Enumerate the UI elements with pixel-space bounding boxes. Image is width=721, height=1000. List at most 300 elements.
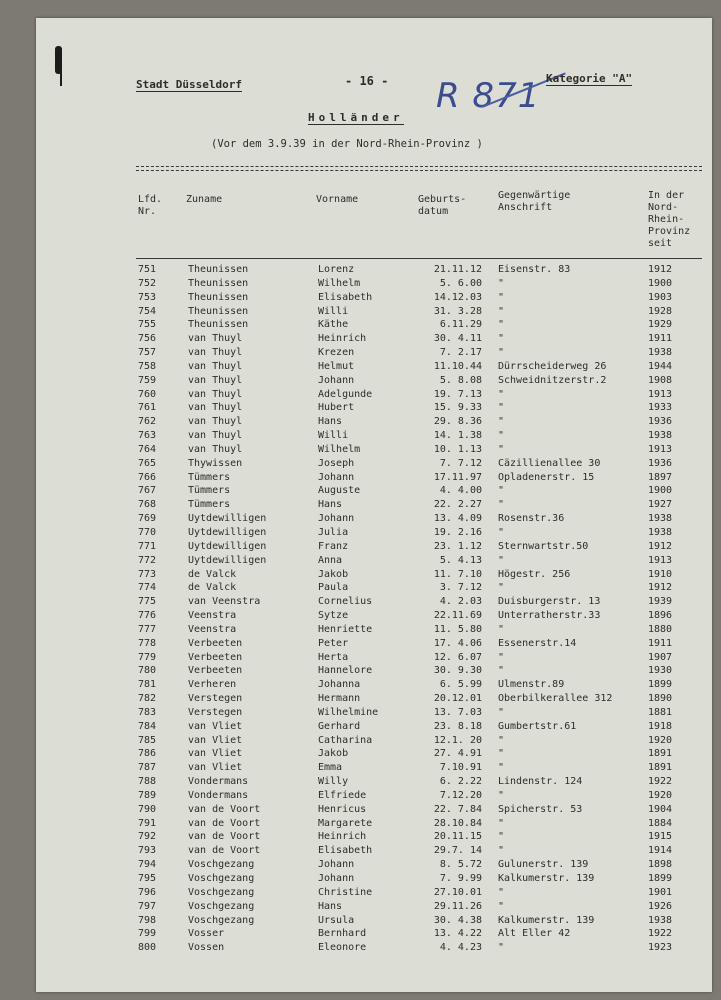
cell-nr: 779 bbox=[138, 651, 157, 663]
document-title: Holländer bbox=[308, 111, 404, 124]
cell-geburt: 23. 1.12 bbox=[433, 540, 482, 552]
cell-seit: 1899 bbox=[648, 679, 673, 691]
cell-vorname: Auguste bbox=[318, 485, 361, 497]
cell-vorname: Krezen bbox=[318, 347, 355, 358]
handwritten-reference: R 871 bbox=[436, 76, 541, 116]
cell-nr: 754 bbox=[138, 305, 157, 317]
cell-nr: 761 bbox=[138, 402, 157, 414]
cell-geburt: 29. 8.36 bbox=[433, 416, 482, 428]
cell-geburt: 30. 9.30 bbox=[433, 665, 482, 677]
cell-seit: 1910 bbox=[648, 568, 673, 580]
cell-vorname: Henricus bbox=[318, 803, 367, 815]
cell-nr: 765 bbox=[138, 457, 157, 469]
cell-nr: 786 bbox=[138, 748, 157, 760]
cell-vorname: Catharina bbox=[318, 734, 373, 746]
cell-anschrift: Oberbilkerallee 312 bbox=[498, 693, 613, 704]
cell-zuname: van Thuyl bbox=[188, 402, 243, 414]
cell-seit: 1938 bbox=[648, 347, 673, 358]
cell-zuname: van Vliet bbox=[188, 762, 243, 774]
cell-seit: 1913 bbox=[648, 388, 673, 400]
cell-seit: 1938 bbox=[648, 914, 673, 926]
cell-geburt: 7. 2.17 bbox=[439, 347, 482, 358]
cell-zuname: Vondermans bbox=[188, 776, 249, 788]
cell-anschrift: " bbox=[498, 665, 505, 677]
cell-seit: 1900 bbox=[648, 485, 673, 497]
cell-zuname: van Thuyl bbox=[188, 347, 243, 358]
cell-zuname: Vondermans bbox=[188, 789, 249, 801]
table-row bbox=[36, 472, 712, 486]
table-row bbox=[36, 610, 712, 624]
cell-nr: 762 bbox=[138, 416, 157, 428]
cell-anschrift: " bbox=[498, 886, 505, 898]
cell-seit: 1928 bbox=[648, 305, 673, 317]
cell-vorname: Wilhelm bbox=[318, 277, 361, 289]
cell-anschrift: " bbox=[498, 430, 505, 442]
cell-anschrift: " bbox=[498, 388, 505, 400]
cell-zuname: van Thuyl bbox=[188, 333, 243, 345]
table-row bbox=[36, 319, 712, 333]
cell-zuname: Theunissen bbox=[188, 305, 249, 317]
cell-nr: 771 bbox=[138, 540, 157, 552]
cell-nr: 768 bbox=[138, 499, 157, 511]
cell-geburt: 31. 3.28 bbox=[433, 305, 482, 317]
cell-nr: 784 bbox=[138, 720, 157, 732]
table-row bbox=[36, 347, 712, 361]
cell-anschrift: " bbox=[498, 291, 505, 303]
column-header-zuname: Zuname bbox=[186, 194, 223, 205]
cell-nr: 778 bbox=[138, 637, 157, 649]
cell-zuname: Uytdewilligen bbox=[188, 540, 267, 552]
cell-nr: 798 bbox=[138, 914, 157, 926]
cell-vorname: Eleonore bbox=[318, 942, 367, 954]
cell-seit: 1933 bbox=[648, 402, 673, 414]
cell-nr: 752 bbox=[138, 277, 157, 289]
cell-zuname: Veenstra bbox=[188, 610, 237, 621]
cell-geburt: 11.10.44 bbox=[433, 360, 482, 372]
cell-vorname: Sytze bbox=[318, 610, 349, 621]
city-header: Stadt Düsseldorf bbox=[136, 78, 242, 91]
cell-anschrift: Rosenstr.36 bbox=[498, 513, 565, 525]
cell-geburt: 5. 4.13 bbox=[439, 554, 482, 566]
table-row bbox=[36, 679, 712, 693]
cell-vorname: Johanna bbox=[318, 679, 361, 691]
cell-nr: 781 bbox=[138, 679, 157, 691]
cell-nr: 775 bbox=[138, 596, 157, 608]
cell-seit: 1907 bbox=[648, 651, 673, 663]
cell-seit: 1936 bbox=[648, 457, 673, 469]
cell-geburt: 3. 7.12 bbox=[439, 582, 482, 594]
cell-anschrift: " bbox=[498, 319, 505, 331]
cell-seit: 1904 bbox=[648, 803, 673, 815]
cell-geburt: 4. 2.03 bbox=[439, 596, 482, 608]
cell-zuname: van Vliet bbox=[188, 748, 243, 760]
cell-geburt: 21.11.12 bbox=[433, 264, 482, 275]
cell-zuname: Tümmers bbox=[188, 471, 231, 483]
cell-nr: 776 bbox=[138, 610, 157, 621]
cell-anschrift: Schweidnitzerstr.2 bbox=[498, 374, 607, 386]
cell-geburt: 11. 5.80 bbox=[433, 623, 482, 635]
cell-vorname: Henriette bbox=[318, 623, 373, 635]
cell-vorname: Herta bbox=[318, 651, 349, 663]
table-row bbox=[36, 292, 712, 306]
cell-seit: 1908 bbox=[648, 374, 673, 386]
cell-seit: 1930 bbox=[648, 665, 673, 677]
cell-seit: 1881 bbox=[648, 706, 673, 718]
cell-anschrift: " bbox=[498, 651, 505, 663]
cell-nr: 774 bbox=[138, 582, 157, 594]
cell-zuname: van Thuyl bbox=[188, 430, 243, 442]
cell-geburt: 28.10.84 bbox=[433, 817, 482, 829]
cell-zuname: de Valck bbox=[188, 582, 237, 594]
cell-seit: 1891 bbox=[648, 748, 673, 760]
cell-seit: 1896 bbox=[648, 610, 673, 621]
cell-anschrift: " bbox=[498, 706, 505, 718]
cell-geburt: 30. 4.38 bbox=[433, 914, 482, 926]
cell-seit: 1911 bbox=[648, 637, 673, 649]
cell-seit: 1918 bbox=[648, 720, 673, 732]
cell-nr: 796 bbox=[138, 886, 157, 898]
cell-anschrift: " bbox=[498, 831, 505, 843]
cell-seit: 1911 bbox=[648, 333, 673, 345]
cell-geburt: 4. 4.23 bbox=[439, 942, 482, 954]
cell-vorname: Hans bbox=[318, 416, 343, 428]
cell-nr: 795 bbox=[138, 873, 157, 884]
cell-nr: 767 bbox=[138, 485, 157, 497]
cell-vorname: Elisabeth bbox=[318, 845, 373, 857]
cell-seit: 1913 bbox=[648, 443, 673, 455]
cell-geburt: 15. 9.33 bbox=[433, 402, 482, 414]
cell-geburt: 14.12.03 bbox=[433, 291, 482, 303]
cell-seit: 1899 bbox=[648, 873, 673, 884]
cell-nr: 782 bbox=[138, 693, 157, 704]
cell-anschrift: Gulunerstr. 139 bbox=[498, 859, 589, 871]
cell-anschrift: " bbox=[498, 734, 505, 746]
cell-anschrift: Cäzillienallee 30 bbox=[498, 457, 601, 469]
cell-geburt: 7. 7.12 bbox=[439, 457, 482, 469]
cell-vorname: Heinrich bbox=[318, 831, 367, 843]
cell-anschrift: Kalkumerstr. 139 bbox=[498, 914, 595, 926]
table-row bbox=[36, 901, 712, 915]
table-row bbox=[36, 735, 712, 749]
punch-hole-mark bbox=[51, 46, 63, 88]
cell-geburt: 11. 7.10 bbox=[433, 568, 482, 580]
cell-seit: 1944 bbox=[648, 360, 673, 372]
divider-line bbox=[136, 170, 702, 171]
table-row bbox=[36, 527, 712, 541]
cell-seit: 1900 bbox=[648, 277, 673, 289]
table-row bbox=[36, 485, 712, 499]
cell-anschrift: " bbox=[498, 333, 505, 345]
cell-nr: 769 bbox=[138, 513, 157, 525]
cell-seit: 1920 bbox=[648, 789, 673, 801]
table-row bbox=[36, 652, 712, 666]
cell-zuname: Verbeeten bbox=[188, 651, 243, 663]
cell-geburt: 7.12.20 bbox=[439, 789, 482, 801]
cell-zuname: van de Voort bbox=[188, 817, 261, 829]
cell-vorname: Hannelore bbox=[318, 665, 373, 677]
cell-zuname: van de Voort bbox=[188, 831, 261, 843]
cell-vorname: Wilhelm bbox=[318, 443, 361, 455]
category-header: Kategorie "A" bbox=[546, 72, 633, 85]
table-row bbox=[36, 762, 712, 776]
table-row bbox=[36, 499, 712, 513]
cell-geburt: 17. 4.06 bbox=[433, 637, 482, 649]
cell-geburt: 13. 7.03 bbox=[433, 706, 482, 718]
cell-geburt: 27.10.01 bbox=[433, 886, 482, 898]
cell-anschrift: Dürrscheiderweg 26 bbox=[498, 360, 607, 372]
cell-zuname: Tümmers bbox=[188, 499, 231, 511]
column-header-vorname: Vorname bbox=[316, 194, 359, 205]
cell-vorname: Johann bbox=[318, 513, 355, 525]
cell-zuname: Verbeeten bbox=[188, 637, 243, 649]
cell-anschrift: " bbox=[498, 443, 505, 455]
table-row bbox=[36, 361, 712, 375]
cell-seit: 1890 bbox=[648, 693, 673, 704]
cell-zuname: van Thuyl bbox=[188, 443, 243, 455]
cell-vorname: Emma bbox=[318, 762, 343, 774]
cell-seit: 1897 bbox=[648, 471, 673, 483]
cell-zuname: Uytdewilligen bbox=[188, 513, 267, 525]
cell-anschrift: " bbox=[498, 416, 505, 428]
cell-vorname: Heinrich bbox=[318, 333, 367, 345]
cell-anschrift: Unterratherstr.33 bbox=[498, 610, 601, 621]
cell-seit: 1922 bbox=[648, 928, 673, 940]
cell-zuname: Voschgezang bbox=[188, 914, 255, 926]
cell-seit: 1912 bbox=[648, 582, 673, 594]
table-row bbox=[36, 541, 712, 555]
cell-vorname: Hermann bbox=[318, 693, 361, 704]
table-row bbox=[36, 915, 712, 929]
cell-nr: 780 bbox=[138, 665, 157, 677]
cell-zuname: van Thuyl bbox=[188, 374, 243, 386]
table-row bbox=[36, 389, 712, 403]
cell-anschrift: Eisenstr. 83 bbox=[498, 264, 571, 275]
cell-zuname: Uytdewilligen bbox=[188, 554, 267, 566]
cell-vorname: Peter bbox=[318, 637, 349, 649]
cell-anschrift: " bbox=[498, 347, 505, 358]
cell-zuname: Verbeeten bbox=[188, 665, 243, 677]
cell-anschrift: Duisburgerstr. 13 bbox=[498, 596, 601, 608]
table-row bbox=[36, 555, 712, 569]
cell-anschrift: Högestr. 256 bbox=[498, 568, 571, 580]
cell-anschrift: Lindenstr. 124 bbox=[498, 776, 583, 788]
cell-vorname: Hans bbox=[318, 900, 343, 912]
cell-anschrift: " bbox=[498, 762, 505, 774]
cell-seit: 1884 bbox=[648, 817, 673, 829]
cell-zuname: van Veenstra bbox=[188, 596, 261, 608]
cell-zuname: Verheren bbox=[188, 679, 237, 691]
cell-vorname: Johann bbox=[318, 471, 355, 483]
table-row bbox=[36, 306, 712, 320]
cell-seit: 1891 bbox=[648, 762, 673, 774]
column-header-seit: In der Nord- Rhein- Provinz seit bbox=[648, 190, 691, 249]
cell-geburt: 4. 4.00 bbox=[439, 485, 482, 497]
cell-vorname: Adelgunde bbox=[318, 388, 373, 400]
table-row bbox=[36, 804, 712, 818]
table-row bbox=[36, 776, 712, 790]
cell-nr: 799 bbox=[138, 928, 157, 940]
cell-zuname: Theunissen bbox=[188, 291, 249, 303]
cell-anschrift: " bbox=[498, 402, 505, 414]
table-row bbox=[36, 264, 712, 278]
table-row bbox=[36, 582, 712, 596]
cell-zuname: Voschgezang bbox=[188, 886, 255, 898]
cell-seit: 1926 bbox=[648, 900, 673, 912]
cell-zuname: Vossen bbox=[188, 942, 225, 954]
cell-geburt: 17.11.97 bbox=[433, 471, 482, 483]
table-row bbox=[36, 693, 712, 707]
cell-geburt: 27. 4.91 bbox=[433, 748, 482, 760]
cell-geburt: 20.11.15 bbox=[433, 831, 482, 843]
cell-vorname: Bernhard bbox=[318, 928, 367, 940]
cell-nr: 764 bbox=[138, 443, 157, 455]
table-row bbox=[36, 513, 712, 527]
cell-geburt: 14. 1.38 bbox=[433, 430, 482, 442]
cell-anschrift: Sternwartstr.50 bbox=[498, 540, 589, 552]
cell-vorname: Hans bbox=[318, 499, 343, 511]
cell-zuname: Voschgezang bbox=[188, 859, 255, 871]
cell-zuname: Vosser bbox=[188, 928, 225, 940]
cell-zuname: van Thuyl bbox=[188, 360, 243, 372]
cell-vorname: Lorenz bbox=[318, 264, 355, 275]
cell-geburt: 6. 2.22 bbox=[439, 776, 482, 788]
table-row bbox=[36, 887, 712, 901]
cell-geburt: 30. 4.11 bbox=[433, 333, 482, 345]
cell-vorname: Franz bbox=[318, 540, 349, 552]
cell-seit: 1880 bbox=[648, 623, 673, 635]
cell-vorname: Julia bbox=[318, 527, 349, 538]
cell-vorname: Johann bbox=[318, 374, 355, 386]
cell-zuname: Veenstra bbox=[188, 623, 237, 635]
cell-vorname: Ursula bbox=[318, 914, 355, 926]
divider-line bbox=[136, 166, 702, 167]
cell-anschrift: " bbox=[498, 499, 505, 511]
cell-nr: 791 bbox=[138, 817, 157, 829]
cell-vorname: Anna bbox=[318, 554, 343, 566]
cell-nr: 797 bbox=[138, 900, 157, 912]
cell-anschrift: Alt Eller 42 bbox=[498, 928, 571, 940]
cell-anschrift: Essenerstr.14 bbox=[498, 637, 577, 649]
cell-vorname: Willy bbox=[318, 776, 349, 788]
cell-nr: 770 bbox=[138, 527, 157, 538]
table-row bbox=[36, 278, 712, 292]
cell-zuname: van de Voort bbox=[188, 845, 261, 857]
table-row bbox=[36, 928, 712, 942]
cell-zuname: Uytdewilligen bbox=[188, 527, 267, 538]
cell-geburt: 13. 4.22 bbox=[433, 928, 482, 940]
cell-zuname: van Vliet bbox=[188, 720, 243, 732]
cell-anschrift: Kalkumerstr. 139 bbox=[498, 873, 595, 884]
cell-geburt: 6.11.29 bbox=[439, 319, 482, 331]
table-row bbox=[36, 845, 712, 859]
cell-seit: 1912 bbox=[648, 264, 673, 275]
cell-seit: 1901 bbox=[648, 886, 673, 898]
cell-geburt: 22. 2.27 bbox=[433, 499, 482, 511]
table-row bbox=[36, 707, 712, 721]
cell-geburt: 8. 5.72 bbox=[439, 859, 482, 871]
cell-nr: 756 bbox=[138, 333, 157, 345]
table-row bbox=[36, 748, 712, 762]
cell-zuname: van Thuyl bbox=[188, 416, 243, 428]
table-row bbox=[36, 430, 712, 444]
cell-seit: 1939 bbox=[648, 596, 673, 608]
cell-zuname: van de Voort bbox=[188, 803, 261, 815]
cell-vorname: Helmut bbox=[318, 360, 355, 372]
cell-geburt: 12.1. 20 bbox=[433, 734, 482, 746]
cell-geburt: 19. 7.13 bbox=[433, 388, 482, 400]
cell-anschrift: " bbox=[498, 554, 505, 566]
cell-vorname: Cornelius bbox=[318, 596, 373, 608]
table-row bbox=[36, 721, 712, 735]
table-row bbox=[36, 818, 712, 832]
cell-zuname: Voschgezang bbox=[188, 873, 255, 884]
cell-geburt: 5. 6.00 bbox=[439, 277, 482, 289]
cell-vorname: Jakob bbox=[318, 568, 349, 580]
cell-anschrift: Spicherstr. 53 bbox=[498, 803, 583, 815]
cell-geburt: 5. 8.08 bbox=[439, 374, 482, 386]
cell-anschrift: " bbox=[498, 623, 505, 635]
cell-vorname: Elisabeth bbox=[318, 291, 373, 303]
cell-seit: 1915 bbox=[648, 831, 673, 843]
cell-nr: 759 bbox=[138, 374, 157, 386]
cell-vorname: Käthe bbox=[318, 319, 349, 331]
cell-zuname: Verstegen bbox=[188, 706, 243, 718]
cell-seit: 1920 bbox=[648, 734, 673, 746]
table-row bbox=[36, 458, 712, 472]
cell-vorname: Johann bbox=[318, 873, 355, 884]
cell-nr: 777 bbox=[138, 623, 157, 635]
cell-nr: 789 bbox=[138, 789, 157, 801]
cell-geburt: 29.11.26 bbox=[433, 900, 482, 912]
cell-geburt: 29.7. 14 bbox=[433, 845, 482, 857]
cell-nr: 792 bbox=[138, 831, 157, 843]
cell-geburt: 7.10.91 bbox=[439, 762, 482, 774]
table-row bbox=[36, 859, 712, 873]
cell-anschrift: " bbox=[498, 582, 505, 594]
cell-geburt: 12. 6.07 bbox=[433, 651, 482, 663]
cell-vorname: Gerhard bbox=[318, 720, 361, 732]
cell-nr: 800 bbox=[138, 942, 157, 954]
cell-vorname: Hubert bbox=[318, 402, 355, 414]
cell-anschrift: " bbox=[498, 900, 505, 912]
cell-seit: 1898 bbox=[648, 859, 673, 871]
cell-zuname: Verstegen bbox=[188, 693, 243, 704]
cell-zuname: Tümmers bbox=[188, 485, 231, 497]
cell-seit: 1938 bbox=[648, 527, 673, 538]
cell-geburt: 22.11.69 bbox=[433, 610, 482, 621]
cell-anschrift: " bbox=[498, 845, 505, 857]
cell-vorname: Wilhelmine bbox=[318, 706, 379, 718]
cell-anschrift: Ulmenstr.89 bbox=[498, 679, 565, 691]
cell-geburt: 7. 9.99 bbox=[439, 873, 482, 884]
cell-seit: 1914 bbox=[648, 845, 673, 857]
cell-nr: 757 bbox=[138, 347, 157, 358]
column-header-anschrift: Gegenwärtige Anschrift bbox=[498, 190, 571, 213]
document-page bbox=[36, 18, 712, 992]
cell-nr: 755 bbox=[138, 319, 157, 331]
cell-nr: 785 bbox=[138, 734, 157, 746]
cell-nr: 758 bbox=[138, 360, 157, 372]
cell-anschrift: Gumbertstr.61 bbox=[498, 720, 577, 732]
cell-zuname: de Valck bbox=[188, 568, 237, 580]
cell-anschrift: " bbox=[498, 789, 505, 801]
cell-nr: 763 bbox=[138, 430, 157, 442]
cell-seit: 1938 bbox=[648, 430, 673, 442]
cell-zuname: van Vliet bbox=[188, 734, 243, 746]
cell-nr: 787 bbox=[138, 762, 157, 774]
cell-zuname: Theunissen bbox=[188, 277, 249, 289]
column-header-nr: Lfd. Nr. bbox=[138, 194, 163, 217]
